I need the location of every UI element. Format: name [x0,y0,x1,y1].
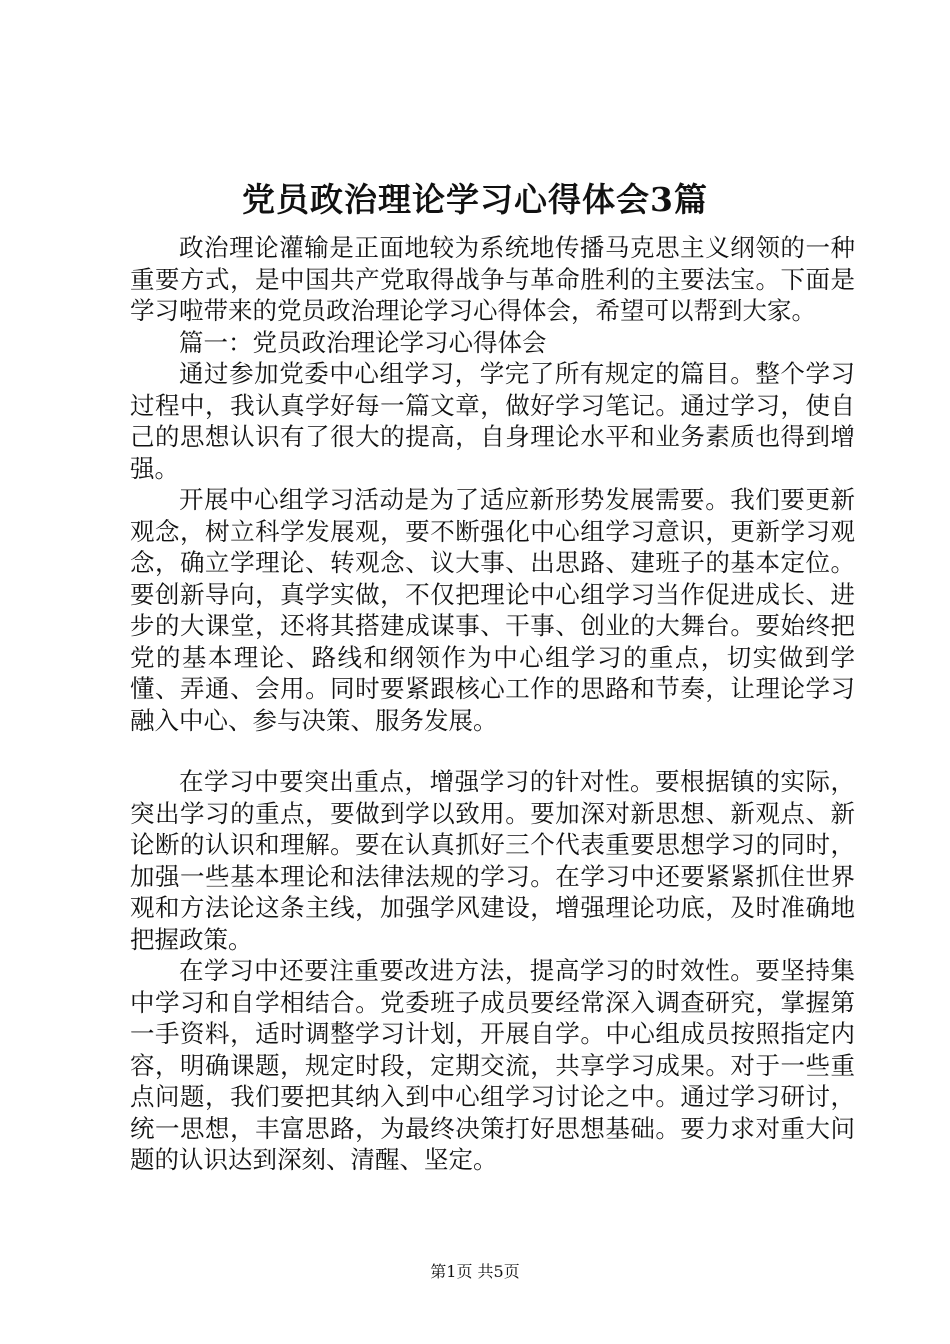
body-paragraph: 在学习中要突出重点，增强学习的针对性。要根据镇的实际，突出学习的重点，要做到学以致用。要加深对新思想、新观点、新论断的认识和理解。要在认真抓好三个代表重要思想学习的同时，加强一些基本理论和法律法规的学习。在学习中还要紧紧抓住世界观和方法论这条主线，加强学风建设，增强理论功底，及时准确地把握政策。 [130,767,855,954]
section-heading: 篇一：党员政治理论学习心得体会 [179,327,547,357]
paragraph-gap [130,736,855,766]
page-footer: 第1页 共5页 [430,1262,520,1281]
body-paragraph: 通过参加党委中心组学习，学完了所有规定的篇目。整个学习过程中，我认真学好每一篇文章，做好学习笔记。通过学习，使自己的思想认识有了很大的提高，自身理论水平和业务素质也得到增强。 [130,359,855,483]
intro-paragraph: 政治理论灌输是正面地较为系统地传播马克思主义纲领的一种重要方式，是中国共产党取得战争与革命胜利的主要法宝。下面是学习啦带来的党员政治理论学习心得体会，希望可以帮到大家。 [130,233,855,325]
document-title: 党员政治理论学习心得体会3篇 [242,180,708,219]
body-paragraph: 在学习中还要注重要改进方法，提高学习的时效性。要坚持集中学习和自学相结合。党委班子成员要经常深入调查研究，掌握第一手资料，适时调整学习计划，开展自学。中心组成员按照指定内容，明确课题，规定时段，定期交流，共享学习成果。对于一些重点问题，我们要把其纳入到中心组学习讨论之中。通过学习研讨，统一思想，丰富思路，为最终决策打好思想基础。要力求对重大问题的认识达到深刻、清醒、坚定。 [130,956,855,1174]
body-paragraph: 开展中心组学习活动是为了适应新形势发展需要。我们要更新观念，树立科学发展观，要不断强化中心组学习意识，更新学习观念，确立学理论、转观念、议大事、出思路、建班子的基本定位。要创新导向，真学实做，不仅把理论中心组学习当作促进成长、进步的大课堂，还将其搭建成谋事、干事、创业的大舞台。要始终把党的基本理论、路线和纲领作为中心组学习的重点，切实做到学懂、弄通、会用。同时要紧跟核心工作的思路和节奏，让理论学习融入中心、参与决策、服务发展。 [130,485,855,735]
document-body [130,232,855,1176]
